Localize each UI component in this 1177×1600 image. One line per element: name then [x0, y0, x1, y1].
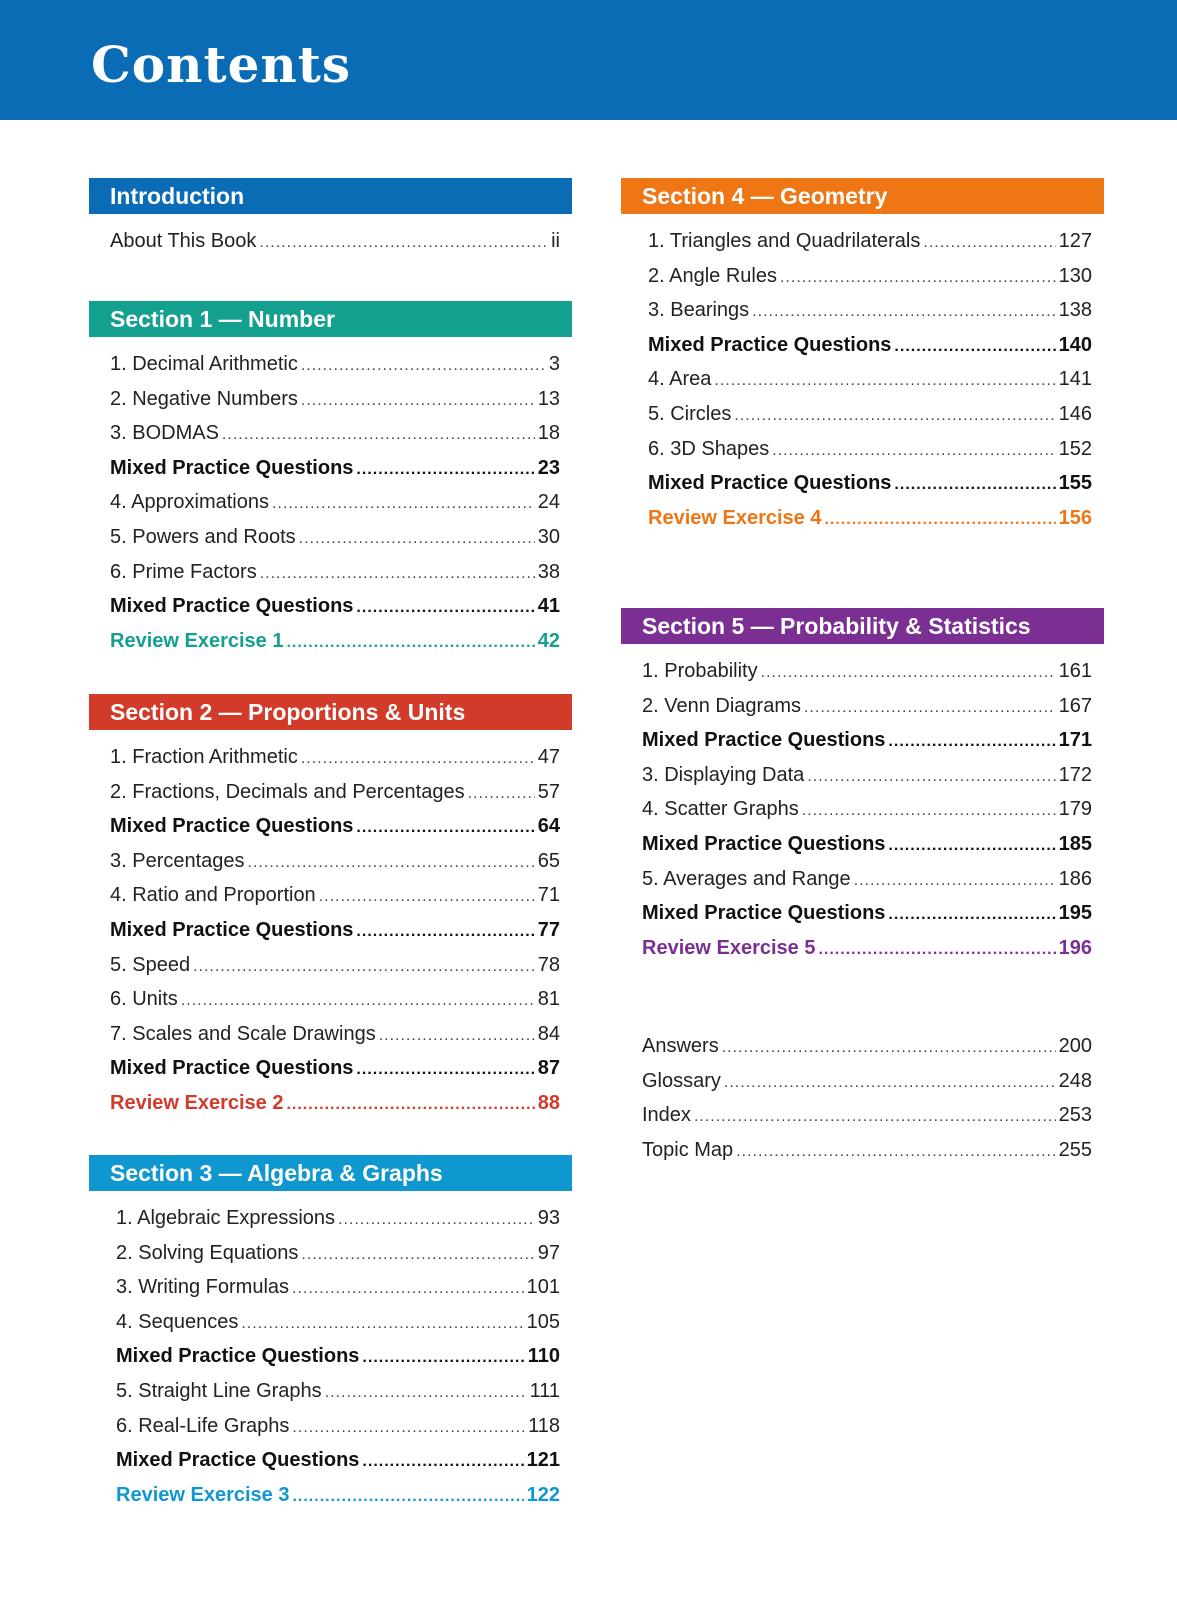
dot-leader — [772, 434, 1055, 469]
toc-entry-page: 110 — [527, 1345, 560, 1368]
dot-leader — [193, 950, 535, 985]
toc-entry[interactable] — [110, 982, 560, 1017]
toc-entry-page: 41 — [537, 595, 560, 618]
dot-leader — [818, 933, 1055, 968]
toc-entry-page: 156 — [1058, 506, 1092, 529]
toc-entry-page: 152 — [1058, 437, 1092, 460]
toc-entry-page: 64 — [537, 815, 560, 838]
toc-entry-label: Glossary — [642, 1069, 721, 1092]
toc-entry[interactable] — [110, 382, 560, 417]
section-heading-introduction: Introduction — [89, 178, 572, 214]
toc-entry[interactable] — [110, 1086, 560, 1121]
toc-entry-label: 5. Averages and Range — [642, 867, 851, 890]
toc-entry-label: Mixed Practice Questions — [110, 815, 354, 838]
dot-leader — [301, 742, 535, 777]
toc-entry-page: 185 — [1058, 832, 1092, 855]
toc-entry[interactable] — [110, 347, 560, 382]
toc-entry[interactable] — [116, 1374, 560, 1409]
toc-entry[interactable] — [642, 1133, 1092, 1168]
toc-entry[interactable] — [116, 1478, 560, 1513]
toc-entry-label: 2. Fractions, Decimals and Percentages — [110, 780, 465, 803]
toc-entry-page: 47 — [537, 746, 560, 768]
toc-entry[interactable] — [642, 1064, 1092, 1099]
toc-entry-label: About This Book — [110, 230, 257, 252]
toc-entry-page: 38 — [537, 560, 560, 583]
toc-entry-page: ii — [551, 230, 560, 252]
toc-entry-page: 155 — [1058, 472, 1092, 495]
toc-entry-label: 1. Triangles and Quadrilaterals — [648, 230, 921, 252]
toc-entry-label: 4. Scatter Graphs — [642, 798, 799, 821]
dot-leader — [923, 226, 1055, 261]
dot-leader — [259, 226, 548, 261]
toc-entry-label: 4. Ratio and Proportion — [110, 884, 316, 907]
toc-entry[interactable] — [642, 862, 1092, 897]
toc-list — [621, 224, 1104, 535]
toc-entry[interactable] — [648, 259, 1092, 294]
toc-entry-label: Mixed Practice Questions — [642, 832, 886, 855]
toc-entry-label: Mixed Practice Questions — [110, 918, 354, 941]
toc-list — [89, 347, 572, 658]
toc-entry-page: 248 — [1058, 1069, 1092, 1092]
toc-entry[interactable] — [648, 224, 1092, 259]
dot-leader — [272, 487, 535, 522]
toc-block-section-2 — [89, 694, 572, 1121]
toc-entry-page: 196 — [1058, 936, 1092, 959]
toc-block-section-1 — [89, 301, 572, 658]
toc-entry-label: 2. Solving Equations — [116, 1241, 299, 1264]
toc-block-backmatter — [621, 1019, 1104, 1167]
dot-leader — [468, 777, 535, 812]
dot-leader — [807, 760, 1055, 795]
toc-entry-page: 81 — [537, 988, 560, 1011]
toc-list — [89, 1201, 572, 1512]
dot-leader — [724, 1066, 1056, 1101]
toc-block-introduction — [89, 178, 572, 259]
toc-block-section-4 — [621, 178, 1104, 535]
toc-entry[interactable] — [642, 689, 1092, 724]
toc-entry-label: Mixed Practice Questions — [116, 1449, 360, 1472]
toc-entry[interactable] — [648, 397, 1092, 432]
toc-entry[interactable] — [648, 432, 1092, 467]
toc-entry[interactable] — [642, 1029, 1092, 1064]
toc-entry[interactable] — [642, 827, 1092, 862]
dot-leader — [301, 1238, 534, 1273]
dot-leader — [181, 984, 535, 1019]
toc-entry-page: 127 — [1058, 230, 1092, 252]
dot-leader — [241, 1307, 523, 1342]
toc-entry-page: 97 — [537, 1241, 560, 1264]
toc-entry-label: Answers — [642, 1035, 719, 1057]
toc-entry-label: 6. Prime Factors — [110, 560, 257, 583]
toc-entry-label: Review Exercise 3 — [116, 1483, 290, 1506]
toc-entry[interactable] — [110, 1051, 560, 1086]
toc-entry[interactable] — [116, 1443, 560, 1478]
dot-leader — [356, 811, 534, 846]
toc-entry-label: 3. BODMAS — [110, 422, 219, 445]
toc-entry-page: 200 — [1058, 1035, 1092, 1057]
toc-entry-page: 105 — [526, 1310, 560, 1333]
toc-entry[interactable] — [648, 501, 1092, 536]
toc-entry-label: 5. Powers and Roots — [110, 525, 296, 548]
toc-entry-label: Review Exercise 4 — [648, 506, 822, 529]
toc-entry-page: 121 — [526, 1449, 560, 1472]
toc-entry-label: 6. Real-Life Graphs — [116, 1414, 290, 1437]
toc-entry-label: 3. Bearings — [648, 299, 750, 322]
toc-entry-page: 179 — [1058, 798, 1092, 821]
toc-list — [621, 654, 1104, 965]
toc-entry[interactable] — [110, 589, 560, 624]
toc-entry-label: Mixed Practice Questions — [648, 472, 892, 495]
toc-entry-page: 161 — [1058, 660, 1092, 682]
toc-list — [89, 740, 572, 1121]
toc-entry[interactable] — [110, 451, 560, 486]
toc-entry-label: Review Exercise 2 — [110, 1091, 284, 1114]
dot-leader — [714, 364, 1055, 399]
dot-leader — [804, 691, 1056, 726]
toc-entry-page: 71 — [537, 884, 560, 907]
toc-entry-page: 167 — [1058, 694, 1092, 717]
dot-leader — [888, 725, 1055, 760]
toc-entry-label: 2. Angle Rules — [648, 264, 777, 287]
dot-leader — [299, 522, 535, 557]
dot-leader — [301, 349, 546, 384]
dot-leader — [854, 864, 1056, 899]
dot-leader — [379, 1019, 535, 1054]
dot-leader — [260, 557, 535, 592]
toc-entry-label: Mixed Practice Questions — [116, 1345, 360, 1368]
toc-entry-label: 4. Approximations — [110, 491, 269, 514]
toc-entry-label: Mixed Practice Questions — [110, 456, 354, 479]
dot-leader — [888, 898, 1055, 933]
dot-leader — [824, 503, 1055, 538]
toc-entry-label: Review Exercise 5 — [642, 936, 816, 959]
toc-entry-label: 5. Circles — [648, 402, 732, 425]
dot-leader — [356, 915, 534, 950]
dot-leader — [222, 418, 535, 453]
toc-entry-label: Mixed Practice Questions — [642, 729, 886, 752]
toc-entry-label: 6. 3D Shapes — [648, 437, 770, 460]
toc-entry-label: Mixed Practice Questions — [110, 595, 354, 618]
toc-entry-page: 18 — [537, 422, 560, 445]
dot-leader — [888, 829, 1055, 864]
dot-leader — [292, 1480, 523, 1515]
toc-entry-label: 3. Writing Formulas — [116, 1276, 290, 1299]
toc-entry-page: 195 — [1058, 902, 1092, 925]
dot-leader — [356, 591, 534, 626]
toc-entry-label: 2. Negative Numbers — [110, 387, 298, 410]
toc-entry-label: Review Exercise 1 — [110, 629, 284, 652]
toc-entry[interactable] — [110, 775, 560, 810]
toc-list — [89, 224, 572, 259]
toc-entry-page: 93 — [537, 1207, 560, 1229]
toc-entry-page: 140 — [1058, 333, 1092, 356]
toc-entry[interactable] — [648, 466, 1092, 501]
toc-entry[interactable] — [648, 362, 1092, 397]
toc-entry[interactable] — [110, 520, 560, 555]
dot-leader — [301, 384, 535, 419]
toc-entry-label: Topic Map — [642, 1138, 734, 1161]
toc-entry-label: 5. Straight Line Graphs — [116, 1379, 322, 1402]
toc-entry[interactable] — [110, 809, 560, 844]
dot-leader — [694, 1100, 1056, 1135]
dot-leader — [362, 1341, 524, 1376]
toc-entry[interactable] — [642, 896, 1092, 931]
contents-banner — [0, 0, 1177, 120]
dot-leader — [780, 261, 1056, 296]
toc-entry-page: 77 — [537, 918, 560, 941]
toc-entry[interactable] — [110, 948, 560, 983]
toc-block-section-5 — [621, 608, 1104, 965]
dot-leader — [292, 1272, 524, 1307]
toc-entry-page: 13 — [537, 387, 560, 410]
toc-entry[interactable] — [110, 740, 560, 775]
toc-entry[interactable] — [116, 1236, 560, 1271]
toc-entry[interactable] — [110, 624, 560, 659]
toc-entry[interactable] — [110, 416, 560, 451]
toc-entry-label: 3. Displaying Data — [642, 763, 805, 786]
toc-entry-page: 88 — [537, 1091, 560, 1114]
toc-entry-page: 30 — [537, 525, 560, 548]
toc-entry-page: 146 — [1058, 402, 1092, 425]
toc-entry-label: 5. Speed — [110, 953, 191, 976]
toc-entry-page: 172 — [1058, 763, 1092, 786]
toc-entry-page: 84 — [537, 1022, 560, 1045]
toc-entry[interactable] — [116, 1201, 560, 1236]
toc-entry[interactable] — [116, 1305, 560, 1340]
dot-leader — [338, 1203, 535, 1238]
dot-leader — [356, 453, 534, 488]
toc-entry[interactable] — [642, 758, 1092, 793]
toc-entry[interactable] — [642, 792, 1092, 827]
toc-entry-page: 122 — [526, 1483, 560, 1506]
toc-entry-label: 4. Area — [648, 368, 712, 391]
dot-leader — [292, 1411, 525, 1446]
toc-entry-label: 3. Percentages — [110, 849, 245, 872]
toc-entry[interactable] — [648, 328, 1092, 363]
toc-entry-page: 78 — [537, 953, 560, 976]
toc-entry-page: 171 — [1058, 729, 1092, 752]
toc-entry-page: 186 — [1058, 867, 1092, 890]
toc-entry-label: 1. Fraction Arithmetic — [110, 746, 298, 768]
section-heading-section-4: Section 4 — Geometry — [621, 178, 1104, 214]
toc-entry-page: 253 — [1058, 1104, 1092, 1127]
toc-list — [621, 1029, 1104, 1167]
dot-leader — [736, 1135, 1055, 1170]
toc-entry[interactable] — [110, 224, 560, 259]
dot-leader — [752, 295, 1055, 330]
toc-entry[interactable] — [110, 485, 560, 520]
toc-block-section-3 — [89, 1155, 572, 1512]
toc-entry[interactable] — [110, 878, 560, 913]
dot-leader — [286, 1088, 534, 1123]
section-heading-section-1: Section 1 — Number — [89, 301, 572, 337]
toc-entry-page: 65 — [537, 849, 560, 872]
toc-entry-label: 6. Units — [110, 988, 178, 1011]
page-title: Contents — [91, 35, 352, 94]
dot-leader — [325, 1376, 527, 1411]
toc-entry-label: Mixed Practice Questions — [648, 333, 892, 356]
toc-entry-label: 2. Venn Diagrams — [642, 694, 801, 717]
toc-entry-page: 24 — [537, 491, 560, 514]
toc-entry-label: 1. Probability — [642, 660, 758, 682]
toc-entry[interactable] — [642, 654, 1092, 689]
section-heading-section-2: Section 2 — Proportions & Units — [89, 694, 572, 730]
toc-entry[interactable] — [110, 555, 560, 590]
toc-entry-page: 118 — [528, 1414, 560, 1437]
dot-leader — [734, 399, 1055, 434]
toc-entry-page: 141 — [1058, 368, 1092, 391]
toc-entry-page: 3 — [548, 353, 560, 375]
dot-leader — [319, 880, 535, 915]
toc-entry[interactable] — [116, 1339, 560, 1374]
toc-entry[interactable] — [110, 1017, 560, 1052]
toc-entry-page: 255 — [1058, 1138, 1092, 1161]
toc-entry-page: 111 — [529, 1379, 560, 1402]
toc-entry[interactable] — [116, 1409, 560, 1444]
toc-entry[interactable] — [642, 1098, 1092, 1133]
dot-leader — [286, 626, 534, 661]
toc-entry[interactable] — [110, 913, 560, 948]
toc-entry[interactable] — [116, 1270, 560, 1305]
toc-entry-label: 7. Scales and Scale Drawings — [110, 1022, 376, 1045]
dot-leader — [761, 656, 1056, 691]
toc-entry-page: 87 — [537, 1057, 560, 1080]
dot-leader — [356, 1053, 534, 1088]
toc-entry-label: 4. Sequences — [116, 1310, 239, 1333]
toc-entry[interactable] — [642, 723, 1092, 758]
dot-leader — [894, 330, 1055, 365]
toc-entry-label: Mixed Practice Questions — [642, 902, 886, 925]
toc-entry-label: 1. Algebraic Expressions — [116, 1207, 336, 1229]
toc-entry-label: 1. Decimal Arithmetic — [110, 353, 298, 375]
dot-leader — [362, 1445, 523, 1480]
toc-entry[interactable] — [110, 844, 560, 879]
toc-entry[interactable] — [642, 931, 1092, 966]
dot-leader — [722, 1031, 1056, 1066]
toc-entry-page: 57 — [537, 780, 560, 803]
toc-entry-page: 138 — [1058, 299, 1092, 322]
toc-entry[interactable] — [648, 293, 1092, 328]
dot-leader — [894, 468, 1055, 503]
toc-entry-page: 42 — [537, 629, 560, 652]
dot-leader — [802, 794, 1056, 829]
toc-entry-page: 101 — [526, 1276, 560, 1299]
section-heading-section-5: Section 5 — Probability & Statistics — [621, 608, 1104, 644]
toc-entry-label: Mixed Practice Questions — [110, 1057, 354, 1080]
toc-entry-page: 23 — [537, 456, 560, 479]
toc-entry-label: Index — [642, 1104, 691, 1127]
section-heading-section-3: Section 3 — Algebra & Graphs — [89, 1155, 572, 1191]
dot-leader — [248, 846, 535, 881]
toc-entry-page: 130 — [1058, 264, 1092, 287]
